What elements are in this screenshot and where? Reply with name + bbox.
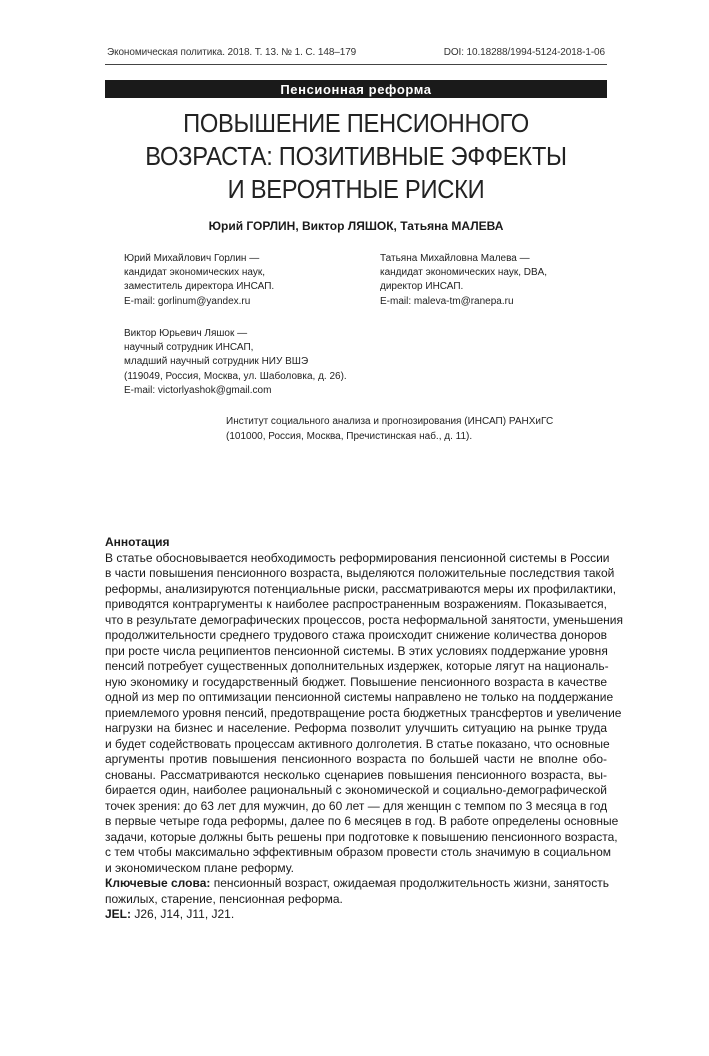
abstract-line: продолжительности среднего трудового стажа происходит снижение количества доноров bbox=[105, 628, 607, 642]
abstract-line: реформы, анализируются потенциальные риски, рассматриваются меры их профилактики, bbox=[105, 581, 617, 596]
abstract-line: в первые четыре года реформы, далее по 6 месяцев в год. В работе определены основные bbox=[105, 814, 619, 828]
journal-citation: Экономическая политика. 2018. Т. 13. № 1. С. 148–179 bbox=[107, 47, 357, 58]
abstract-line: приводятся контраргументы к наиболее распространенным возражениям. Показывается, bbox=[105, 597, 607, 611]
institute-line: Институт социального анализа и прогнозирования (ИНСАП) РАНХиГС bbox=[226, 416, 554, 427]
abstract-line: аргументы против повышения пенсионного возраста по большей части не вполне обо- bbox=[105, 752, 607, 766]
affiliation-line: Виктор Юрьевич Ляшок — bbox=[124, 328, 248, 339]
abstract-line: приемлемого уровня пенсий, предотвращение роста бюджетных трансфертов и увеличение bbox=[105, 705, 622, 720]
institute-line: (101000, Россия, Москва, Пречистинская наб., д. 11). bbox=[226, 431, 473, 442]
abstract-line: снованы. Рассматриваются несколько сценариев повышения пенсионного возраста, вы- bbox=[105, 767, 607, 782]
abstract-line: что в результате демографических процессов, роста неформальной занятости, уменьшения bbox=[105, 612, 623, 627]
jel-text: J26, J14, J11, J21. bbox=[131, 907, 235, 921]
abstract-body bbox=[105, 550, 623, 877]
abstract-line: и будет содействовать процессам активного долголетия. В статье показано, что основные bbox=[105, 736, 610, 751]
affiliation-line: заместитель директора ИНСАП. bbox=[124, 281, 275, 293]
abstract-line: и экономическом плане реформу. bbox=[105, 860, 294, 875]
keywords-continued: пожилых, старение, пенсионная реформа. bbox=[105, 891, 343, 906]
jel-codes bbox=[105, 907, 607, 923]
abstract-line: при росте числа реципиентов пенсионной системы. В этих условиях поддержание уровня bbox=[105, 643, 608, 658]
title-line: ВОЗРАСТА: ПОЗИТИВНЫЕ ЭФФЕКТЫ bbox=[145, 143, 567, 171]
affiliation-line: кандидат экономических наук, DBA, bbox=[380, 267, 548, 279]
header-rule bbox=[105, 64, 607, 65]
abstract-line: пенсий потребует существенных дополнительных издержек, которые лягут на националь- bbox=[105, 659, 609, 673]
abstract-line: задачи, которые должны быть решены при подготовке к повышению пенсионного возраста, bbox=[105, 829, 618, 844]
affiliation-line: кандидат экономических наук, bbox=[124, 267, 265, 279]
keywords-label: Ключевые слова: bbox=[105, 876, 211, 890]
abstract-block bbox=[105, 535, 623, 923]
affiliation-lyashok bbox=[124, 327, 347, 398]
authors: Юрий ГОРЛИН, Виктор ЛЯШОК, Татьяна МАЛЕВА bbox=[208, 219, 504, 233]
doi: DOI: 10.18288/1994-5124-2018-1-06 bbox=[443, 47, 605, 58]
affiliation-line: (119049, Россия, Москва, ул. Шаболовка, д. 26). bbox=[124, 370, 347, 382]
affiliation-line: научный сотрудник ИНСАП, bbox=[124, 342, 254, 354]
abstract-line: с тем чтобы максимально эффективным образом провести столь значимую в социальном bbox=[105, 845, 612, 859]
keywords bbox=[105, 876, 607, 892]
keywords-text: пенсионный возраст, ожидаемая продолжительность жизни, занятость bbox=[210, 876, 609, 890]
email: E-mail: gorlinum@yandex.ru bbox=[124, 295, 251, 307]
title-line: И ВЕРОЯТНЫЕ РИСКИ bbox=[227, 176, 485, 204]
section-banner: Пенсионная реформа bbox=[105, 80, 607, 98]
abstract-line: В статье обосновывается необходимость реформирования пенсионной системы в России bbox=[105, 550, 610, 565]
abstract-line: одной из мер по оптимизации пенсионной системы направлено не только на поддержание bbox=[105, 690, 614, 704]
jel-label: JEL: bbox=[105, 907, 132, 921]
affiliation-gorlin bbox=[124, 252, 274, 309]
affiliation-line: директор ИНСАП. bbox=[380, 281, 464, 293]
email: E-mail: victorlyashok@gmail.com bbox=[124, 384, 272, 396]
title-line: ПОВЫШЕНИЕ ПЕНСИОННОГО bbox=[183, 110, 529, 138]
abstract-line: нагрузки на бизнес и население. Реформа позволит улучшить ситуацию на рынке труда bbox=[105, 721, 607, 735]
affiliation-maleva bbox=[380, 252, 547, 309]
email: E-mail: maleva-tm@ranepa.ru bbox=[380, 295, 514, 307]
abstract-line: бирается один, наиболее рациональный с экономической и социально-демографической bbox=[105, 783, 607, 797]
abstract-line: в части повышения пенсионного возраста, выделяются положительные последствия такой bbox=[105, 566, 615, 580]
affiliation-line: младший научный сотрудник НИУ ВШЭ bbox=[124, 356, 309, 368]
affiliation-line: Татьяна Михайловна Малева — bbox=[380, 253, 530, 264]
abstract-line: точек зрения: до 63 лет для мужчин, до 60 лет — для женщин с темпом по 3 месяца в год bbox=[105, 798, 608, 813]
article-title bbox=[123, 108, 590, 207]
abstract-line: ную экономику и государственный бюджет. Повышение пенсионного возраста в качестве bbox=[105, 674, 607, 689]
institute-address bbox=[226, 414, 553, 444]
abstract-heading: Аннотация bbox=[105, 535, 170, 549]
affiliation-line: Юрий Михайлович Горлин — bbox=[124, 253, 260, 264]
